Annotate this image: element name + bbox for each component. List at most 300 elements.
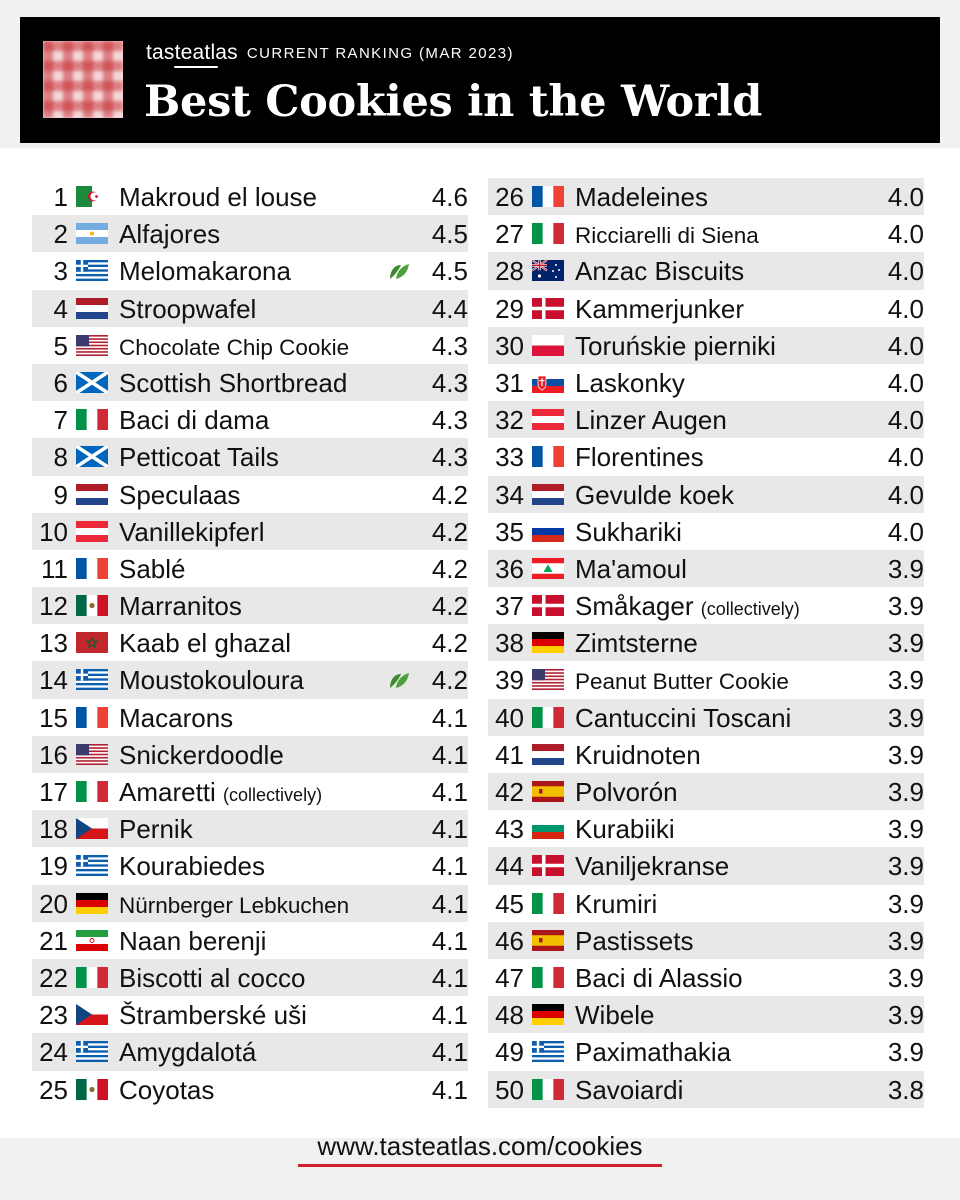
cookie-name	[575, 254, 744, 288]
cookie-name-text: Vaniljekranse	[575, 851, 730, 882]
cookie-name	[575, 626, 698, 660]
cookie-name	[575, 812, 675, 846]
cookie-name-text: Naan berenji	[119, 925, 267, 956]
ranking-row	[488, 327, 924, 364]
ranking-row	[32, 885, 468, 922]
flag-lb-icon	[532, 558, 564, 579]
flag-it-icon	[532, 967, 564, 988]
cookie-name	[575, 1035, 731, 1069]
cookie-name-text: Wibele	[575, 1000, 655, 1031]
cookie-name-text: Vanillekipferl	[119, 516, 265, 547]
flag-nl-icon	[532, 484, 564, 505]
rank-number: 7	[53, 405, 68, 436]
flag-dk-icon	[532, 855, 564, 876]
rank-number: 5	[53, 330, 68, 361]
rank-number: 16	[39, 739, 68, 770]
cookie-name-text: Sablé	[119, 553, 186, 584]
flag-mx-icon	[76, 595, 108, 616]
cookie-name-text: Macarons	[119, 702, 234, 733]
rating-score: 3.9	[887, 814, 924, 845]
cookie-name-text: Linzer Augen	[575, 405, 727, 436]
cookie-name	[119, 478, 240, 512]
rating-score: 3.9	[887, 925, 924, 956]
ranking-row	[32, 959, 468, 996]
cookie-name-text: Toruńskie pierniki	[575, 330, 776, 361]
flag-ir-icon	[76, 930, 108, 951]
cookie-name-text: Biscotti al cocco	[119, 962, 306, 993]
rank-number: 45	[495, 888, 524, 919]
ranking-row	[32, 736, 468, 773]
cookie-name-note: (collectively)	[223, 785, 323, 805]
flag-sk-icon	[532, 372, 564, 393]
rating-score: 4.0	[887, 182, 924, 212]
cookie-name	[575, 665, 789, 699]
flag-es-icon	[532, 930, 564, 951]
flag-at-icon	[76, 521, 108, 542]
cookie-name-text: Makroud el louse	[119, 182, 317, 212]
flag-nl-icon	[532, 744, 564, 765]
flag-it-icon	[532, 223, 564, 244]
flag-de-icon	[76, 893, 108, 914]
cookie-name	[119, 889, 349, 923]
rating-score: 4.2	[431, 516, 468, 547]
rating-score: 3.9	[887, 591, 924, 622]
cookie-name-text: Štramberské uši	[119, 1000, 307, 1031]
cookie-name-text: Småkager	[575, 591, 694, 622]
rank-number: 30	[495, 330, 524, 361]
page-title: Best Cookies in the World	[144, 77, 763, 127]
rating-score: 4.1	[431, 1000, 468, 1031]
ranking-row	[488, 401, 924, 438]
rating-score: 4.1	[431, 702, 468, 733]
rank-number: 46	[495, 925, 524, 956]
cookie-name	[575, 589, 800, 626]
cookie-name-text: Nürnberger Lebkuchen	[119, 892, 350, 918]
rank-number: 1	[53, 182, 68, 212]
ranking-row	[32, 215, 468, 252]
rating-score: 3.9	[887, 1037, 924, 1068]
cookie-name	[575, 515, 682, 549]
rank-number: 44	[495, 851, 524, 882]
flag-sc-icon	[76, 372, 108, 393]
rating-score: 4.1	[431, 777, 468, 807]
ranking-row	[488, 624, 924, 661]
rank-number: 2	[53, 219, 68, 250]
rating-score: 4.1	[431, 851, 468, 882]
flag-cz-icon	[76, 818, 108, 839]
flag-mx-icon	[76, 1079, 108, 1100]
cookie-name-text: Petticoat Tails	[119, 442, 279, 473]
rank-number: 23	[39, 1000, 68, 1031]
rank-number: 42	[495, 777, 524, 807]
cookie-name-text: Marranitos	[119, 591, 242, 622]
cookie-name-text: Florentines	[575, 442, 704, 473]
rank-number: 6	[53, 367, 68, 398]
rating-score: 4.0	[887, 405, 924, 436]
cookie-name	[575, 366, 685, 400]
ranking-row	[488, 364, 924, 401]
ranking-row	[32, 661, 468, 698]
rank-number: 11	[41, 553, 68, 584]
rank-number: 36	[495, 553, 524, 584]
cookie-name-text: Ma'amoul	[575, 553, 687, 584]
cookie-name-text: Gevulde koek	[575, 479, 734, 510]
ranking-row	[32, 401, 468, 438]
flag-ma-icon	[76, 632, 108, 653]
rank-number: 27	[495, 219, 524, 250]
cookie-name	[575, 738, 701, 772]
rating-score: 4.1	[431, 888, 468, 919]
rating-score: 3.9	[887, 851, 924, 882]
cookie-name	[575, 552, 687, 586]
rating-score: 4.2	[431, 628, 468, 659]
flag-nl-icon	[76, 298, 108, 319]
cookie-name-text: Krumiri	[575, 888, 658, 919]
cookie-name	[575, 701, 791, 735]
gingham-logo-icon	[43, 41, 123, 118]
ranking-row	[488, 922, 924, 959]
cookie-name	[575, 403, 727, 437]
cookie-name-text: Cantuccini Toscani	[575, 702, 792, 733]
cookie-name	[119, 217, 220, 251]
flag-gr-icon	[76, 855, 108, 876]
cookie-name	[119, 366, 347, 400]
flag-fr-icon	[532, 446, 564, 467]
cookie-name	[575, 478, 734, 512]
cookie-name	[575, 1073, 683, 1107]
flag-us-icon	[532, 669, 564, 690]
cookie-name	[119, 403, 269, 437]
cookie-name-text: Kourabiedes	[119, 851, 265, 882]
cookie-name-text: Savoiardi	[575, 1074, 684, 1105]
rating-score: 4.1	[431, 925, 468, 956]
rating-score: 3.9	[887, 1000, 924, 1031]
cookie-name	[119, 552, 186, 586]
cookie-name-text: Ricciarelli di Siena	[575, 223, 759, 249]
flag-it-icon	[76, 781, 108, 802]
rank-number: 39	[495, 665, 524, 696]
flag-es-icon	[532, 781, 564, 802]
ranking-row	[32, 290, 468, 327]
leaf-icon	[388, 261, 410, 281]
cookie-name	[575, 961, 743, 995]
cookie-name	[119, 589, 242, 623]
cookie-name	[575, 329, 776, 363]
cookie-name-text: Melomakarona	[119, 256, 291, 287]
leaf-icon	[388, 670, 410, 690]
rank-number: 24	[39, 1037, 68, 1068]
flag-pl-icon	[532, 335, 564, 356]
rank-number: 4	[53, 293, 68, 324]
ranking-column-left	[32, 178, 468, 1108]
cookie-name-text: Paximathakia	[575, 1037, 732, 1068]
rating-score: 4.0	[887, 256, 924, 287]
ranking-row	[32, 438, 468, 475]
rank-number: 17	[39, 777, 68, 807]
rating-score: 3.9	[887, 777, 924, 807]
flag-de-icon	[532, 1004, 564, 1025]
flag-us-icon	[76, 335, 108, 356]
cookie-name-text: Peanut Butter Cookie	[575, 669, 789, 695]
cookie-name	[575, 440, 704, 474]
ranking-row	[488, 810, 924, 847]
rating-score: 3.9	[887, 553, 924, 584]
rank-number: 40	[495, 702, 524, 733]
ranking-row	[32, 1033, 468, 1070]
ranking-row	[488, 959, 924, 996]
rank-number: 34	[495, 479, 524, 510]
cookie-name	[575, 775, 678, 809]
flag-us-icon	[76, 744, 108, 765]
flag-it-icon	[532, 707, 564, 728]
rank-number: 38	[495, 628, 524, 659]
ranking-row	[488, 476, 924, 513]
flag-it-icon	[532, 893, 564, 914]
cookie-name	[575, 924, 694, 958]
rating-score: 4.1	[431, 1074, 468, 1105]
cookie-name	[119, 1073, 214, 1107]
flag-fr-icon	[76, 707, 108, 728]
cookie-name-text: Pernik	[119, 814, 193, 845]
ranking-row	[32, 1071, 468, 1108]
rating-score: 3.9	[887, 628, 924, 659]
cookie-name-text: Kurabiiki	[575, 814, 675, 845]
footer-url[interactable]: www.tasteatlas.com/cookies	[317, 1131, 643, 1161]
rating-score: 4.2	[431, 591, 468, 622]
cookie-name	[119, 180, 317, 214]
rating-score: 4.1	[431, 739, 468, 770]
cookie-name	[119, 440, 279, 474]
cookie-name-text: Sukhariki	[575, 516, 682, 547]
cookie-name	[575, 849, 729, 883]
ranking-row	[488, 1033, 924, 1070]
ranking-row	[32, 178, 468, 215]
cookie-name	[119, 331, 349, 365]
rank-number: 50	[495, 1074, 524, 1105]
cookie-name-text: Scottish Shortbread	[119, 367, 348, 398]
ranking-row	[32, 624, 468, 661]
cookie-name-text: Coyotas	[119, 1074, 215, 1105]
footer-underline	[298, 1164, 662, 1167]
ranking-row	[32, 922, 468, 959]
rating-score: 4.3	[431, 330, 468, 361]
flag-cz-icon	[76, 1004, 108, 1025]
flag-gr-icon	[76, 1041, 108, 1062]
rank-number: 31	[495, 367, 524, 398]
ranking-row	[32, 699, 468, 736]
ranking-row	[488, 550, 924, 587]
rank-number: 3	[53, 256, 68, 287]
rank-number: 25	[39, 1074, 68, 1105]
rating-score: 4.3	[431, 442, 468, 473]
rating-score: 4.0	[887, 479, 924, 510]
flag-ar-icon	[76, 223, 108, 244]
ranking-row	[32, 587, 468, 624]
rank-number: 28	[495, 256, 524, 287]
rank-number: 8	[53, 442, 68, 473]
rating-score: 3.9	[887, 665, 924, 696]
rating-score: 3.8	[887, 1074, 924, 1105]
rating-score: 3.9	[887, 962, 924, 993]
flag-fr-icon	[76, 558, 108, 579]
cookie-name-text: Kaab el ghazal	[119, 628, 292, 659]
ranking-row	[488, 773, 924, 810]
cookie-name	[575, 219, 759, 253]
rating-score: 4.1	[431, 814, 468, 845]
ranking-row	[32, 550, 468, 587]
flag-it-icon	[532, 1079, 564, 1100]
rank-number: 20	[39, 888, 68, 919]
cookie-name	[119, 254, 291, 288]
rank-number: 33	[495, 442, 524, 473]
ranking-row	[32, 996, 468, 1033]
rank-number: 10	[39, 516, 68, 547]
rating-score: 4.2	[431, 665, 468, 696]
brand-logo: tasteatlas	[146, 41, 238, 65]
rank-number: 14	[39, 665, 68, 696]
ranking-row	[488, 513, 924, 550]
rating-score: 3.9	[887, 702, 924, 733]
cookie-name	[119, 775, 322, 812]
cookie-name-text: Polvorón	[575, 777, 678, 807]
ranking-row	[32, 476, 468, 513]
flag-dk-icon	[532, 298, 564, 319]
rating-score: 4.3	[431, 405, 468, 436]
cookie-name-text: Zimtsterne	[575, 628, 698, 659]
cookie-name-text: Speculaas	[119, 479, 241, 510]
ranking-row	[32, 847, 468, 884]
rank-number: 18	[39, 814, 68, 845]
rating-score: 4.4	[431, 293, 468, 324]
cookie-name	[119, 1035, 256, 1069]
cookie-name	[575, 887, 657, 921]
rank-number: 41	[495, 739, 524, 770]
rating-score: 4.0	[887, 293, 924, 324]
rank-number: 21	[39, 925, 68, 956]
cookie-name	[119, 738, 284, 772]
brand-row	[146, 39, 514, 65]
rank-number: 26	[495, 182, 524, 212]
ranking-row	[488, 252, 924, 289]
ranking-row	[488, 178, 924, 215]
rating-score: 3.9	[887, 739, 924, 770]
cookie-name-text: Pastissets	[575, 925, 694, 956]
cookie-name-text: Alfajores	[119, 219, 221, 250]
rank-number: 19	[39, 851, 68, 882]
rank-number: 15	[39, 702, 68, 733]
cookie-name-text: Anzac Biscuits	[575, 256, 745, 287]
flag-bg-icon	[532, 818, 564, 839]
flag-dk-icon	[532, 595, 564, 616]
ranking-row	[488, 996, 924, 1033]
cookie-name-text: Kruidnoten	[575, 739, 701, 770]
cookie-name-text: Baci di Alassio	[575, 962, 743, 993]
rank-number: 29	[495, 293, 524, 324]
cookie-name	[119, 924, 266, 958]
cookie-name	[119, 998, 307, 1032]
rating-score: 4.2	[431, 479, 468, 510]
rank-number: 35	[495, 516, 524, 547]
flag-at-icon	[532, 409, 564, 430]
cookie-name	[119, 515, 264, 549]
flag-nl-icon	[76, 484, 108, 505]
flag-it-icon	[76, 409, 108, 430]
rating-score: 4.0	[887, 330, 924, 361]
ranking-row	[488, 885, 924, 922]
cookie-name	[575, 998, 654, 1032]
rank-number: 12	[39, 591, 68, 622]
rank-number: 43	[495, 814, 524, 845]
ranking-subtitle: CURRENT RANKING (MAR 2023)	[246, 45, 514, 62]
rank-number: 9	[53, 479, 68, 510]
rank-number: 49	[495, 1037, 524, 1068]
rating-score: 4.0	[887, 516, 924, 547]
ranking-row	[488, 736, 924, 773]
ranking-row	[32, 364, 468, 401]
rank-number: 47	[495, 962, 524, 993]
header-banner	[20, 17, 940, 143]
cookie-name-note: (collectively)	[700, 599, 800, 620]
rating-score: 4.3	[431, 367, 468, 398]
flag-au-icon	[532, 260, 564, 281]
cookie-name-text: Kammerjunker	[575, 293, 745, 324]
rating-score: 3.9	[887, 888, 924, 919]
cookie-name-text: Amygdalotá	[119, 1037, 257, 1068]
cookie-name-text: Amaretti	[119, 777, 216, 807]
rating-score: 4.0	[887, 367, 924, 398]
flag-fr-icon	[532, 186, 564, 207]
cookie-name	[119, 626, 291, 660]
cookie-name	[119, 812, 193, 846]
ranking-row	[488, 847, 924, 884]
cookie-name-text: Madeleines	[575, 182, 708, 212]
flag-ru-icon	[532, 521, 564, 542]
rank-number: 48	[495, 1000, 524, 1031]
ranking-row	[488, 661, 924, 698]
cookie-name-text: Moustokouloura	[119, 665, 304, 696]
cookie-name-text: Laskonky	[575, 367, 685, 398]
cookie-name	[575, 180, 708, 214]
rank-number: 13	[39, 628, 68, 659]
rating-score: 4.2	[431, 553, 468, 584]
ranking-row	[32, 513, 468, 550]
brand-underline	[174, 66, 218, 68]
ranking-row	[32, 327, 468, 364]
rating-score: 4.6	[431, 182, 468, 212]
rating-score: 4.0	[887, 219, 924, 250]
ranking-row	[32, 810, 468, 847]
rating-score: 4.1	[431, 962, 468, 993]
cookie-name	[575, 292, 744, 326]
rating-score: 4.1	[431, 1037, 468, 1068]
flag-dz-icon	[76, 186, 108, 207]
rating-score: 4.5	[431, 219, 468, 250]
cookie-name	[119, 292, 256, 326]
rating-score: 4.0	[887, 442, 924, 473]
ranking-column-right	[488, 178, 924, 1108]
rank-number: 22	[39, 962, 68, 993]
rank-number: 37	[495, 591, 524, 622]
flag-sc-icon	[76, 446, 108, 467]
flag-de-icon	[532, 632, 564, 653]
ranking-row	[488, 587, 924, 624]
ranking-row	[488, 438, 924, 475]
flag-gr-icon	[76, 260, 108, 281]
rank-number: 32	[495, 405, 524, 436]
ranking-row	[32, 252, 468, 289]
cookie-name-text: Baci di dama	[119, 405, 270, 436]
ranking-row	[488, 215, 924, 252]
